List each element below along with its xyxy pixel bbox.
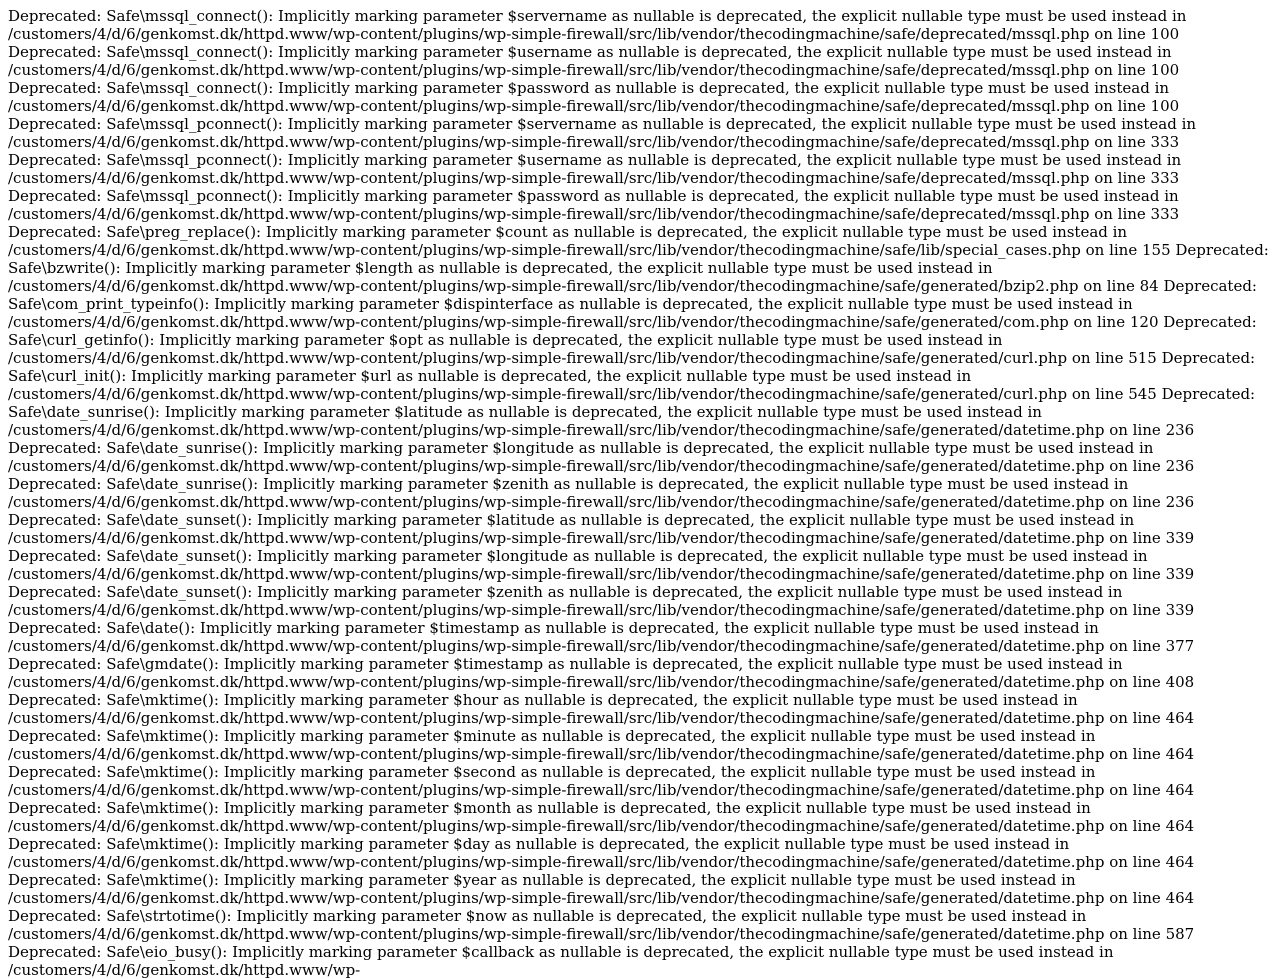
deprecation-message: Deprecated: Safe\preg_replace(): Implicitly marking parameter $count as nullable is deprecated, the explicit nullable type must be used instead in /customers/4/d/6/genkomst.dk/httpd.www/wp-content/plugins/wp-simple-firewall/src/lib/vendor/thecodingmachine/safe/lib/special_cases.php on line 155 — [8, 223, 1171, 259]
deprecation-message: Deprecated: Safe\mssql_connect(): Implicitly marking parameter $password as nullable is deprecated, the explicit nullable type must be used instead in /customers/4/d/6/genkomst.dk/httpd.www/wp-content/plugins/wp-simple-firewall/src/lib/vendor/thecodingmachine/safe/deprecated/mssql.php on line 100 — [8, 79, 1180, 115]
deprecation-message: Deprecated: Safe\mktime(): Implicitly marking parameter $minute as nullable is deprecated, the explicit nullable type must be used instead in /customers/4/d/6/genkomst.dk/httpd.www/wp-content/plugins/wp-simple-firewall/src/lib/vendor/thecodingmachine/safe/generated/datetime.php on line 464 — [8, 727, 1195, 763]
deprecation-message: Deprecated: Safe\mssql_pconnect(): Implicitly marking parameter $username as nullable is deprecated, the explicit nullable type must be used instead in /customers/4/d/6/genkomst.dk/httpd.www/wp-content/plugins/wp-simple-firewall/src/lib/vendor/thecodingmachine/safe/deprecated/mssql.php on line 333 — [8, 151, 1182, 187]
deprecation-message: Deprecated: Safe\com_print_typeinfo(): Implicitly marking parameter $dispinterface as nullable is deprecated, the explicit nullable type must be used instead in /customers/4/d/6/genkomst.dk/httpd.www/wp-content/plugins/wp-simple-firewall/src/lib/vendor/thecodingmachine/safe/generated/com.php on line 120 — [8, 277, 1257, 331]
deprecation-message: Deprecated: Safe\mssql_connect(): Implicitly marking parameter $servername as nullable is deprecated, the explicit nullable type must be used instead in /customers/4/d/6/genkomst.dk/httpd.www/wp-content/plugins/wp-simple-firewall/src/lib/vendor/thecodingmachine/safe/deprecated/mssql.php on line 100 — [8, 7, 1187, 43]
deprecation-message: Deprecated: Safe\eio_busy(): Implicitly marking parameter $callback as nullable is deprecated, the explicit nullable type must be used instead in /customers/4/d/6/genkomst.dk/httpd.www/wp- — [8, 943, 1114, 979]
deprecation-message: Deprecated: Safe\bzwrite(): Implicitly marking parameter $length as nullable is deprecated, the explicit nullable type must be used instead in /customers/4/d/6/genkomst.dk/httpd.www/wp-content/plugins/wp-simple-firewall/src/lib/vendor/thecodingmachine/safe/generated/bzip2.php on line 84 — [8, 241, 1269, 295]
deprecation-message: Deprecated: Safe\mssql_pconnect(): Implicitly marking parameter $servername as nullable is deprecated, the explicit nullable type must be used instead in /customers/4/d/6/genkomst.dk/httpd.www/wp-content/plugins/wp-simple-firewall/src/lib/vendor/thecodingmachine/safe/deprecated/mssql.php on line 333 — [8, 115, 1197, 151]
deprecation-message: Deprecated: Safe\date_sunrise(): Implicitly marking parameter $zenith as nullable is deprecated, the explicit nullable type must be used instead in /customers/4/d/6/genkomst.dk/httpd.www/wp-content/plugins/wp-simple-firewall/src/lib/vendor/thecodingmachine/safe/generated/datetime.php on line 236 — [8, 475, 1195, 511]
deprecation-message: Deprecated: Safe\mktime(): Implicitly marking parameter $year as nullable is deprecated, the explicit nullable type must be used instead in /customers/4/d/6/genkomst.dk/httpd.www/wp-content/plugins/wp-simple-firewall/src/lib/vendor/thecodingmachine/safe/generated/datetime.php on line 464 — [8, 871, 1195, 907]
deprecation-message: Deprecated: Safe\date(): Implicitly marking parameter $timestamp as nullable is deprecated, the explicit nullable type must be used instead in /customers/4/d/6/genkomst.dk/httpd.www/wp-content/plugins/wp-simple-firewall/src/lib/vendor/thecodingmachine/safe/generated/datetime.php on line 377 — [8, 619, 1195, 655]
deprecation-message: Deprecated: Safe\date_sunset(): Implicitly marking parameter $zenith as nullable is deprecated, the explicit nullable type must be used instead in /customers/4/d/6/genkomst.dk/httpd.www/wp-content/plugins/wp-simple-firewall/src/lib/vendor/thecodingmachine/safe/generated/datetime.php on line 339 — [8, 583, 1195, 619]
deprecation-message: Deprecated: Safe\date_sunset(): Implicitly marking parameter $latitude as nullable is deprecated, the explicit nullable type must be used instead in /customers/4/d/6/genkomst.dk/httpd.www/wp-content/plugins/wp-simple-firewall/src/lib/vendor/thecodingmachine/safe/generated/datetime.php on line 339 — [8, 511, 1195, 547]
deprecation-message: Deprecated: Safe\gmdate(): Implicitly marking parameter $timestamp as nullable is deprecated, the explicit nullable type must be used instead in /customers/4/d/6/genkomst.dk/httpd.www/wp-content/plugins/wp-simple-firewall/src/lib/vendor/thecodingmachine/safe/generated/datetime.php on line 408 — [8, 655, 1195, 691]
deprecation-message: Deprecated: Safe\mktime(): Implicitly marking parameter $hour as nullable is deprecated, the explicit nullable type must be used instead in /customers/4/d/6/genkomst.dk/httpd.www/wp-content/plugins/wp-simple-firewall/src/lib/vendor/thecodingmachine/safe/generated/datetime.php on line 464 — [8, 691, 1195, 727]
deprecation-message: Deprecated: Safe\mktime(): Implicitly marking parameter $month as nullable is deprecated, the explicit nullable type must be used instead in /customers/4/d/6/genkomst.dk/httpd.www/wp-content/plugins/wp-simple-firewall/src/lib/vendor/thecodingmachine/safe/generated/datetime.php on line 464 — [8, 799, 1195, 835]
deprecation-message: Deprecated: Safe\curl_init(): Implicitly marking parameter $url as nullable is deprecated, the explicit nullable type must be used instead in /customers/4/d/6/genkomst.dk/httpd.www/wp-content/plugins/wp-simple-firewall/src/lib/vendor/thecodingmachine/safe/generated/curl.php on line 545 — [8, 349, 1256, 403]
deprecation-message: Deprecated: Safe\mktime(): Implicitly marking parameter $second as nullable is deprecated, the explicit nullable type must be used instead in /customers/4/d/6/genkomst.dk/httpd.www/wp-content/plugins/wp-simple-firewall/src/lib/vendor/thecodingmachine/safe/generated/datetime.php on line 464 — [8, 763, 1195, 799]
deprecation-message: Deprecated: Safe\date_sunrise(): Implicitly marking parameter $latitude as nullable is deprecated, the explicit nullable type must be used instead in /customers/4/d/6/genkomst.dk/httpd.www/wp-content/plugins/wp-simple-firewall/src/lib/vendor/thecodingmachine/safe/generated/datetime.php on line 236 — [8, 385, 1256, 439]
deprecation-message: Deprecated: Safe\date_sunset(): Implicitly marking parameter $longitude as nullable is deprecated, the explicit nullable type must be used instead in /customers/4/d/6/genkomst.dk/httpd.www/wp-content/plugins/wp-simple-firewall/src/lib/vendor/thecodingmachine/safe/generated/datetime.php on line 339 — [8, 547, 1195, 583]
deprecation-message: Deprecated: Safe\mssql_pconnect(): Implicitly marking parameter $password as nullable is deprecated, the explicit nullable type must be used instead in /customers/4/d/6/genkomst.dk/httpd.www/wp-content/plugins/wp-simple-firewall/src/lib/vendor/thecodingmachine/safe/deprecated/mssql.php on line 333 — [8, 187, 1180, 223]
deprecation-message: Deprecated: Safe\date_sunrise(): Implicitly marking parameter $longitude as nullable is deprecated, the explicit nullable type must be used instead in /customers/4/d/6/genkomst.dk/httpd.www/wp-content/plugins/wp-simple-firewall/src/lib/vendor/thecodingmachine/safe/generated/datetime.php on line 236 — [8, 439, 1195, 475]
deprecation-message: Deprecated: Safe\mssql_connect(): Implicitly marking parameter $username as nullable is deprecated, the explicit nullable type must be used instead in /customers/4/d/6/genkomst.dk/httpd.www/wp-content/plugins/wp-simple-firewall/src/lib/vendor/thecodingmachine/safe/deprecated/mssql.php on line 100 — [8, 43, 1180, 79]
deprecation-message: Deprecated: Safe\strtotime(): Implicitly marking parameter $now as nullable is deprecated, the explicit nullable type must be used instead in /customers/4/d/6/genkomst.dk/httpd.www/wp-content/plugins/wp-simple-firewall/src/lib/vendor/thecodingmachine/safe/generated/datetime.php on line 587 — [8, 907, 1195, 943]
deprecation-message: Deprecated: Safe\curl_getinfo(): Implicitly marking parameter $opt as nullable is deprecated, the explicit nullable type must be used instead in /customers/4/d/6/genkomst.dk/httpd.www/wp-content/plugins/wp-simple-firewall/src/lib/vendor/thecodingmachine/safe/generated/curl.php on line 515 — [8, 313, 1257, 367]
deprecation-message: Deprecated: Safe\mktime(): Implicitly marking parameter $day as nullable is deprecated, the explicit nullable type must be used instead in /customers/4/d/6/genkomst.dk/httpd.www/wp-content/plugins/wp-simple-firewall/src/lib/vendor/thecodingmachine/safe/generated/datetime.php on line 464 — [8, 835, 1195, 871]
